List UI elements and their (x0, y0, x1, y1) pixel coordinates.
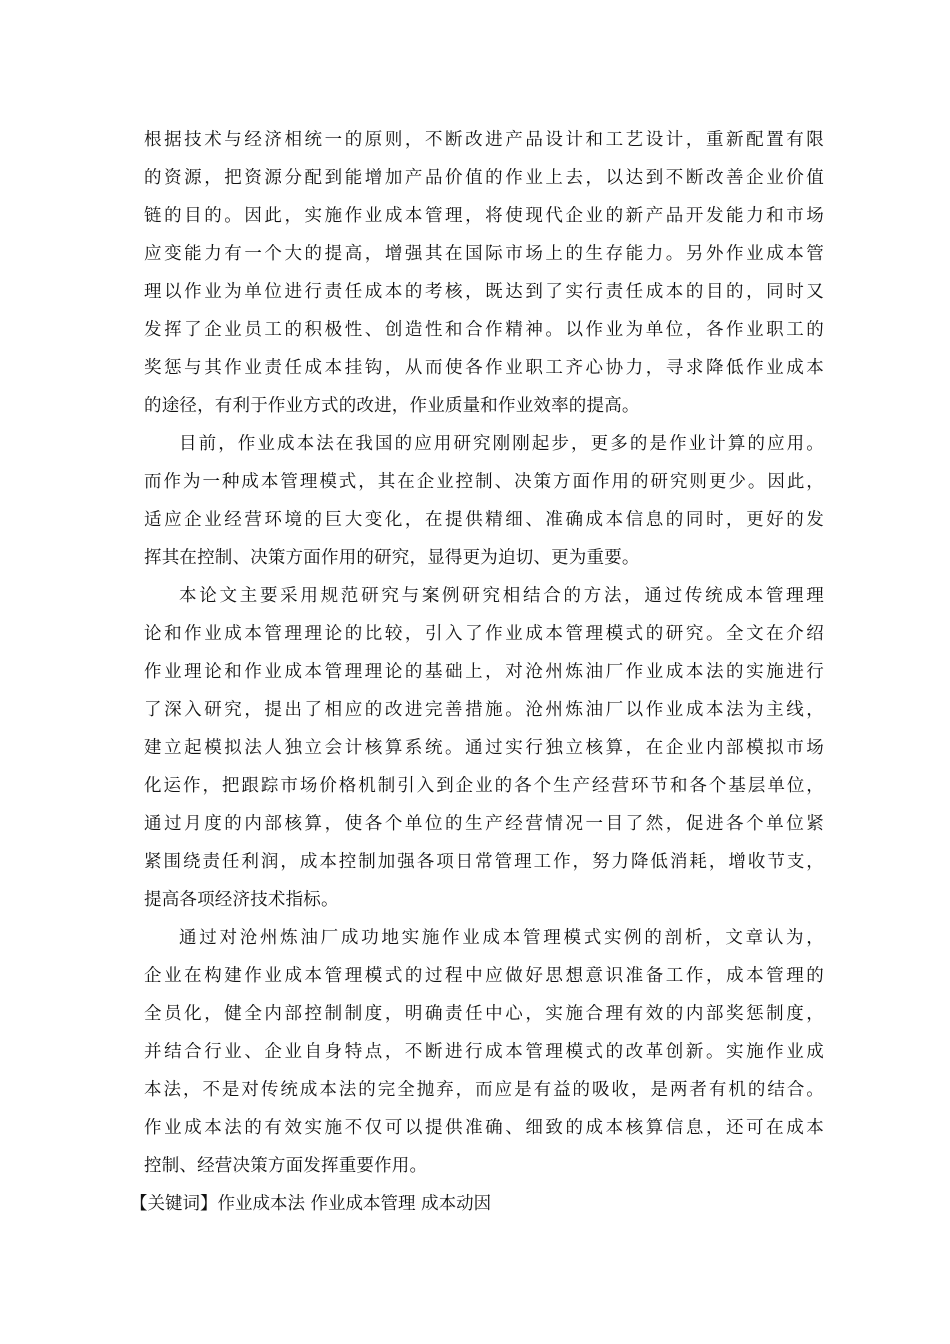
text-line: 目前，作业成本法在我国的应用研究刚刚起步，更多的是作业计算的应用。 (179, 434, 824, 454)
text-line: 建立起模拟法人独立会计核算系统。通过实行独立核算，在企业内部模拟市场 (144, 738, 824, 758)
text-line: 本法，不是对传统成本法的完全抛弃，而应是有益的吸收，是两者有机的结合。 (144, 1080, 824, 1100)
text-line: 通过对沧州炼油厂成功地实施作业成本管理模式实例的剖析，文章认为， (179, 928, 824, 948)
text-line: 企业在构建作业成本管理模式的过程中应做好思想意识准备工作，成本管理的 (144, 966, 824, 986)
keywords (130, 1185, 824, 1223)
text-line: 并结合行业、企业自身特点，不断进行成本管理模式的改革创新。实施作业成 (144, 1042, 824, 1062)
text-line: 的资源，把资源分配到能增加产品价值的作业上去，以达到不断改善企业价值 (144, 168, 824, 188)
text-line: 了深入研究，提出了相应的改进完善措施。沧州炼油厂以作业成本法为主线， (144, 700, 824, 720)
keywords-list: 作业成本法 作业成本管理 成本动因 (217, 1194, 492, 1214)
paragraph-value-chain (144, 121, 824, 425)
text-line: 作业成本法的有效实施不仅可以提供准确、细致的成本核算信息，还可在成本 (144, 1118, 824, 1138)
paragraph-research-status (144, 425, 824, 577)
text-line: 奖惩与其作业责任成本挂钩，从而使各作业职工齐心协力，寻求降低作业成本 (144, 358, 824, 378)
text-line: 论和作业成本管理理论的比较，引入了作业成本管理模式的研究。全文在介绍 (144, 624, 824, 644)
text-line: 适应企业经营环境的巨大变化，在提供精细、准确成本信息的同时，更好的发 (144, 510, 824, 530)
paragraph-conclusion (144, 919, 824, 1185)
text-line: 挥其在控制、决策方面作用的研究，显得更为迫切、更为重要。 (144, 548, 640, 568)
text-line: 的途径，有利于作业方式的改进，作业质量和作业效率的提高。 (144, 396, 640, 416)
text-line: 通过月度的内部核算，使各个单位的生产经营情况一目了然，促进各个单位紧 (144, 814, 824, 834)
text-line: 而作为一种成本管理模式，其在企业控制、决策方面作用的研究则更少。因此， (144, 472, 824, 492)
text-line: 链的目的。因此，实施作业成本管理，将使现代企业的新产品开发能力和市场 (144, 206, 824, 226)
text-line: 化运作，把跟踪市场价格机制引入到企业的各个生产经营环节和各个基层单位， (144, 776, 824, 796)
text-line: 理以作业为单位进行责任成本的考核，既达到了实行责任成本的目的，同时又 (144, 282, 824, 302)
text-line: 作业理论和作业成本管理理论的基础上，对沧州炼油厂作业成本法的实施进行 (144, 662, 824, 682)
text-line: 应变能力有一个大的提高，增强其在国际市场上的生存能力。另外作业成本管 (144, 244, 824, 264)
text-line: 本论文主要采用规范研究与案例研究相结合的方法，通过传统成本管理理 (179, 586, 824, 606)
text-line: 发挥了企业员工的积极性、创造性和合作精神。以作业为单位，各作业职工的 (144, 320, 824, 340)
text-line: 全员化，健全内部控制制度，明确责任中心，实施合理有效的内部奖惩制度， (144, 1004, 824, 1024)
keywords-label: 【关键词】 (130, 1194, 218, 1214)
paragraph-methodology (144, 577, 824, 919)
text-line: 控制、经营决策方面发挥重要作用。 (144, 1156, 428, 1176)
body-text (130, 121, 824, 1223)
text-line: 提高各项经济技术指标。 (144, 890, 339, 910)
text-line: 紧围绕责任利润，成本控制加强各项日常管理工作，努力降低消耗，增收节支， (144, 852, 824, 872)
text-line: 根据技术与经济相统一的原则，不断改进产品设计和工艺设计，重新配置有限 (144, 130, 824, 150)
